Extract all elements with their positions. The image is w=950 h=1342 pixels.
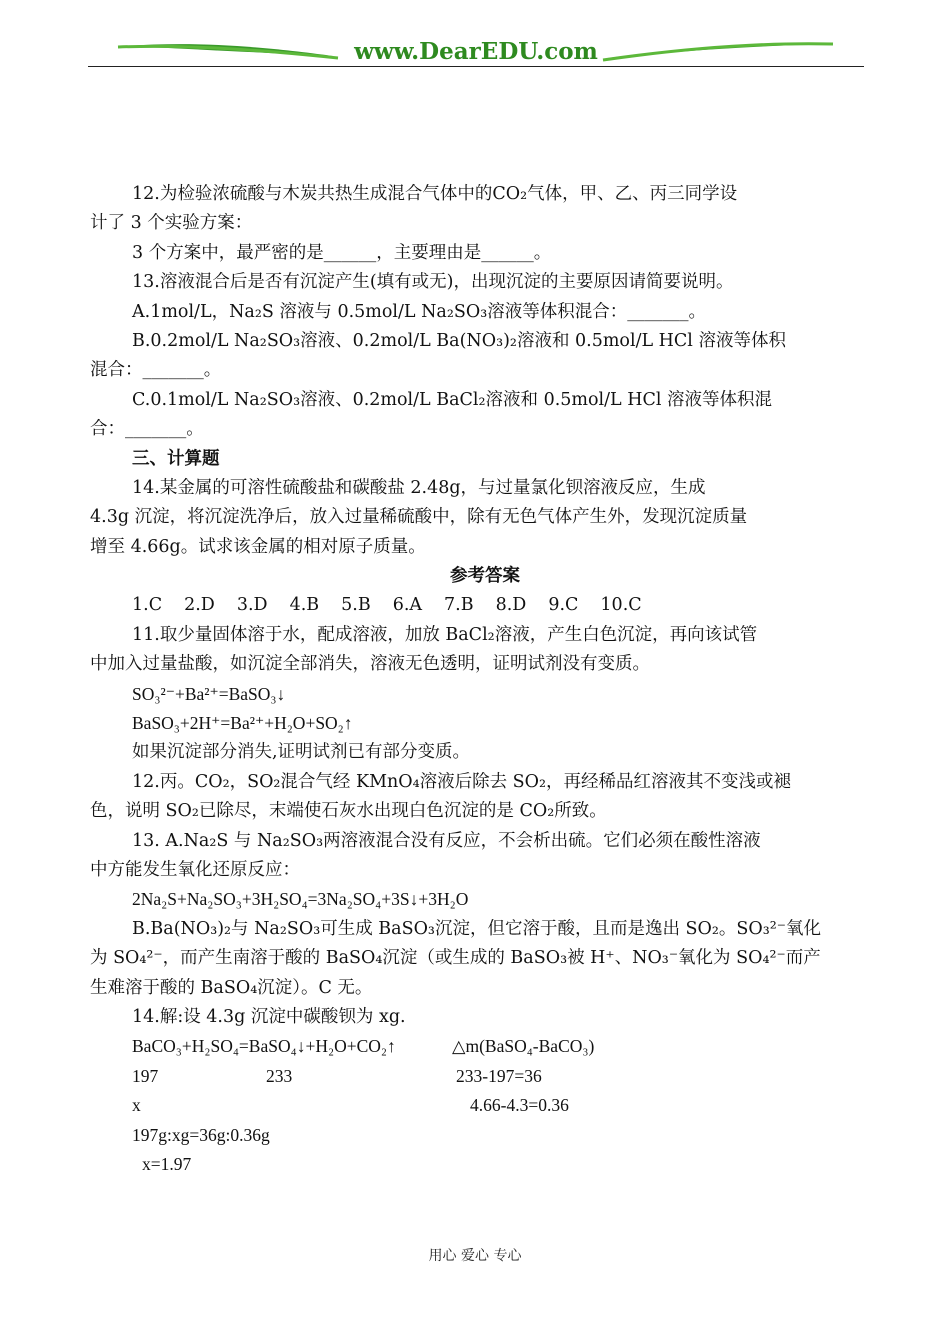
section-heading-calc: 三、计算题 <box>132 448 220 469</box>
site-brand-logo: www.DearEDU.com <box>354 38 598 65</box>
choice-answer: 5.B <box>341 595 371 616</box>
answer-13-line-1: 13. A.Na₂S 与 Na₂SO₃两溶液混合没有反应，不会析出硫。它们必须在酸性溶液 <box>132 830 761 851</box>
answer-11-equation-2: BaSO₃+2H⁺=Ba²⁺+H₂O+SO₂↑ <box>132 713 353 734</box>
choice-answer: 7.B <box>444 595 474 616</box>
choice-answer: 9.C <box>548 595 579 616</box>
answer-14-line-1: 14.解:设 4.3g 沉淀中碳酸钡为 xg. <box>132 1006 406 1027</box>
answer-13-b-line-3: 生难溶于酸的 BaSO₄沉淀）。C 无。 <box>90 977 373 998</box>
answer-11-line-2: 中加入过量盐酸，如沉淀全部消失，溶液无色透明，证明试剂没有变质。 <box>90 654 650 675</box>
answer-14-equation: BaCO₃+H₂SO₄=BaSO₄↓+H₂O+CO₂↑ <box>132 1036 396 1057</box>
answer-12-line-2: 色，说明 SO₂已除尽，末端使石灰水出现白色沉淀的是 CO₂所致。 <box>90 801 607 822</box>
q13-option-c-line-1: C.0.1mol/L Na₂SO₃溶液、0.2mol/L BaCl₂溶液和 0.5mol/L HCl 溶液等体积混 <box>132 389 773 410</box>
q13-line-1: 13.溶液混合后是否有沉淀产生(填有或无)，出现沉淀的主要原因请简要说明。 <box>132 272 734 293</box>
answer-12-line-1: 12.丙。CO₂，SO₂混合气经 KMnO₄溶液后除去 SO₂，再经稀品红溶液其不变浅或褪 <box>132 771 792 792</box>
answer-11-line-3: 如果沉淀部分消失,证明试剂已有部分变质。 <box>132 742 471 763</box>
answer-13-line-2: 中方能发生氧化还原反应： <box>90 859 300 880</box>
q14-line-3: 增至 4.66g。试求该金属的相对原子质量。 <box>90 536 426 557</box>
q14-line-2: 4.3g 沉淀，将沉淀洗净后，放入过量稀硫酸中，除有无色气体产生外，发现沉淀质量 <box>90 507 748 528</box>
answer-14-result: x=1.97 <box>142 1153 192 1174</box>
answer-14-equation-row <box>90 1032 880 1061</box>
choice-answer: 6.A <box>392 595 423 616</box>
q13-option-b-line-2: 混合：_______。 <box>90 360 222 381</box>
choice-answer: 8.D <box>495 595 527 616</box>
answer-14-cell: 4.66-4.3=0.36 <box>470 1095 569 1116</box>
answers-title: 参考答案 <box>450 566 520 587</box>
answer-14-cell: x <box>132 1095 141 1116</box>
answer-14-delta-mass: △m(BaSO₄-BaCO₃) <box>452 1036 595 1057</box>
answer-13-b-line-1: B.Ba(NO₃)₂与 Na₂SO₃可生成 BaSO₃沉淀，但它溶于酸，且而是逸出 SO₂。SO₃²⁻氧化 <box>132 918 821 939</box>
q12-line-1: 12.为检验浓硫酸与木炭共热生成混合气体中的CO₂气体，甲、乙、丙三同学设 <box>132 184 738 204</box>
q13-option-b-line-1: B.0.2mol/L Na₂SO₃溶液、0.2mol/L Ba(NO₃)₂溶液和 0.5mol/L HCl 溶液等体积 <box>132 330 786 351</box>
answer-11-line-1: 11.取少量固体溶于水，配成溶液，加放 BaCl₂溶液，产生白色沉淀，再向该试管 <box>132 624 758 645</box>
answer-13-b-line-2: 为 SO₄²⁻，而产生南溶于酸的 BaSO₄沉淀（或生成的 BaSO₃被 H⁺、NO₃⁻氧化为 SO₄²⁻而产 <box>90 948 821 969</box>
answer-13-equation: 2Na₂S+Na₂SO₃+3H₂SO₄=3Na₂SO₄+3S↓+3H₂O <box>132 889 469 910</box>
q13-option-c-line-2: 合：_______。 <box>90 419 204 440</box>
answer-14-proportion: 197g:xg=36g:0.36g <box>132 1124 270 1145</box>
answer-14-cell: 233-197=36 <box>456 1065 542 1086</box>
document-body <box>90 180 880 1179</box>
choice-answer: 10.C <box>600 595 642 616</box>
q12-line-3: 3 个方案中，最严密的是______，主要理由是______。 <box>132 242 552 263</box>
answer-14-cell: 197 <box>132 1065 159 1086</box>
answer-11-equation-1: SO₃²⁻+Ba²⁺=BaSO₃↓ <box>132 683 286 704</box>
answer-14-row-molar <box>90 1062 880 1091</box>
choice-answer: 2.D <box>184 595 215 616</box>
header-rule <box>88 66 864 67</box>
choice-answer: 1.C <box>132 595 163 616</box>
choice-answer: 3.D <box>236 595 268 616</box>
answer-14-row-x <box>90 1091 880 1120</box>
page-footer: 用心 爱心 专心 <box>428 1248 522 1264</box>
answer-14-cell: 233 <box>266 1065 293 1086</box>
q14-line-1: 14.某金属的可溶性硫酸盐和碳酸盐 2.48g，与过量氯化钡溶液反应，生成 <box>132 477 706 498</box>
q12-line-2: 计了 3 个实验方案： <box>90 213 253 234</box>
answers-choices <box>90 591 880 620</box>
q13-option-a: A.1mol/L，Na₂S 溶液与 0.5mol/L Na₂SO₃溶液等体积混合：_______。 <box>132 301 706 322</box>
choice-answer: 4.B <box>289 595 320 616</box>
